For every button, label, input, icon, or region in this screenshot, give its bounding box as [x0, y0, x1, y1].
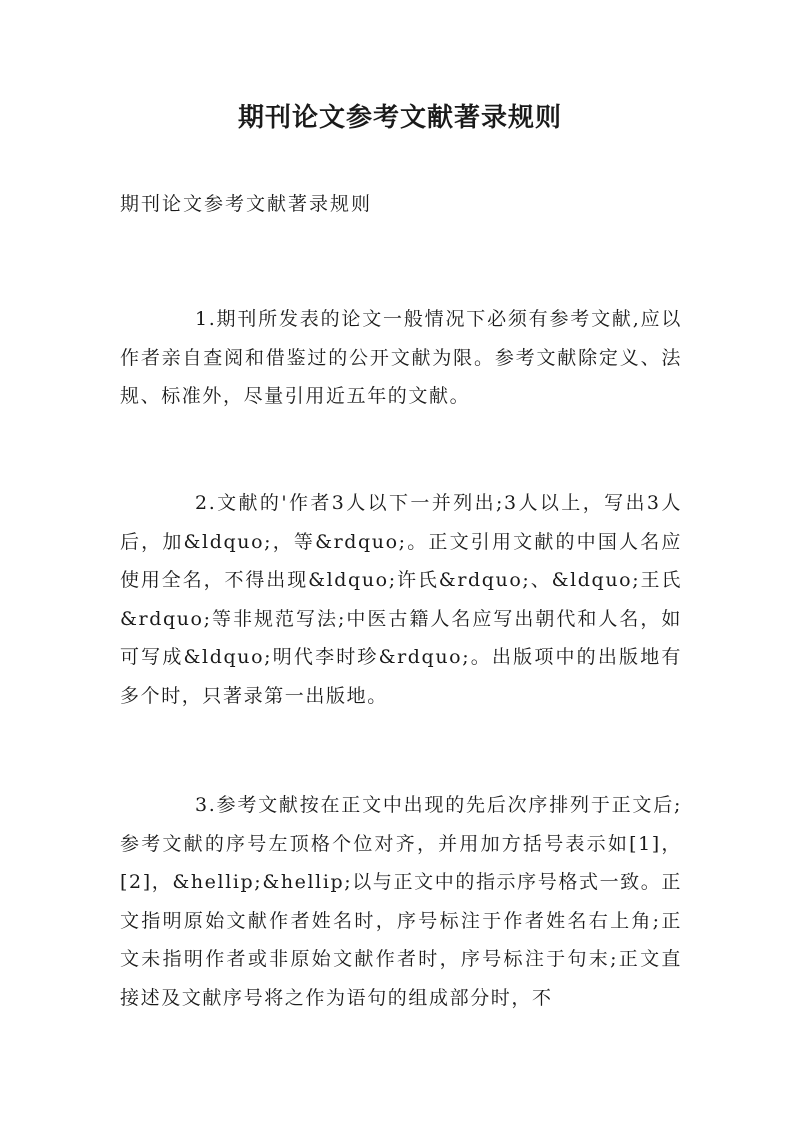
- paragraph-2: 2.文献的'作者3人以下一并列出;3人以上，写出3人后，加&ldquo;，等&rdquo;。正文引用文献的中国人名应使用全名，不得出现&ldquo;许氏&rdquo;、&ldquo;王氏&rdquo;等非规范写法;中医古籍人名应写出朝代和人名，如可写成&ldquo;明代李时珍&rdquo;。出版项中的出版地有多个时，只著录第一出版地。: [120, 492, 682, 707]
- paragraph-3: 3.参考文献按在正文中出现的先后次序排列于正文后;参考文献的序号左顶格个位对齐，并用加方括号表示如[1]，[2]，&hellip;&hellip;以与正文中的指示序号格式一致。正文指明原始文献作者姓名时，序号标注于作者姓名右上角;正文未指明作者或非原始文献作者时，序号标注于句末;正文直接述及文献序号将之作为语句的组成部分时，不: [120, 794, 682, 1009]
- page-title: 期刊论文参考文献著录规则: [237, 103, 562, 133]
- document-subtitle: 期刊论文参考文献著录规则: [120, 193, 373, 215]
- paragraph-1: 1.期刊所发表的论文一般情况下必须有参考文献,应以作者亲自查阅和借鉴过的公开文献为限。参考文献除定义、法规、标准外，尽量引用近五年的文献。: [120, 308, 682, 407]
